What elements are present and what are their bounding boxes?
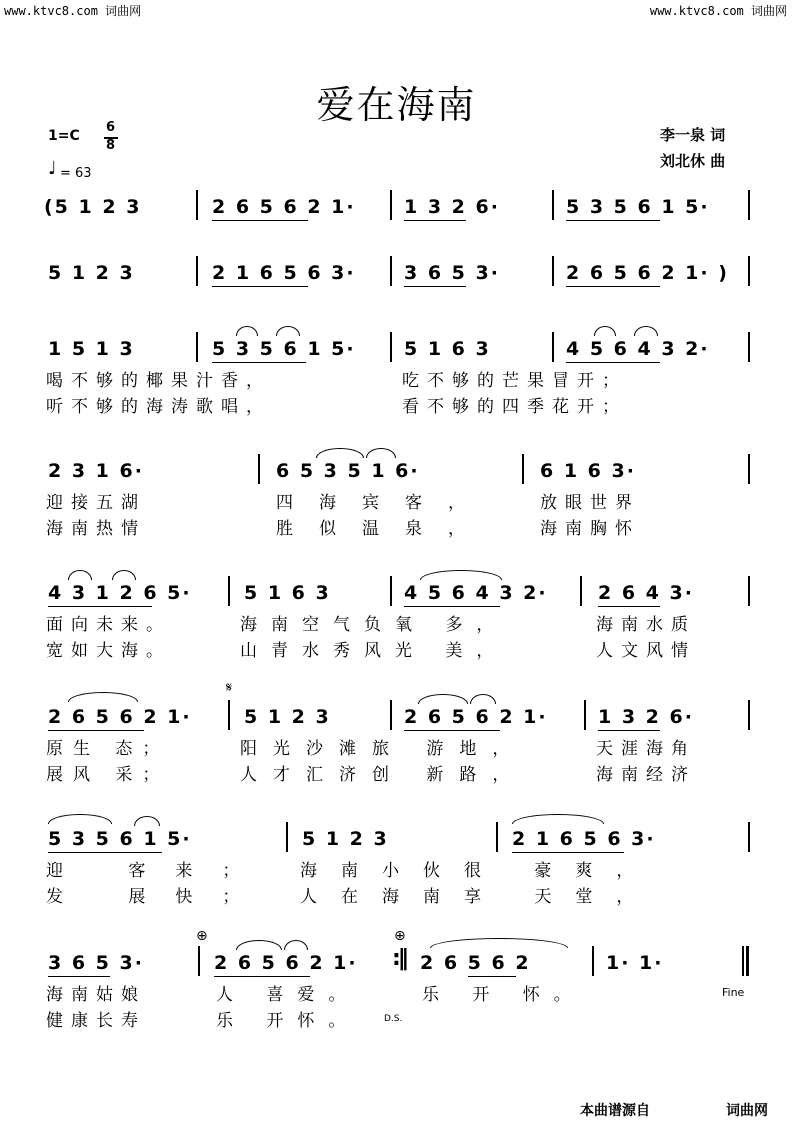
measure: 1 5 1 3 bbox=[48, 338, 135, 360]
lyric-v2: 宽如大海。 bbox=[46, 641, 171, 661]
site-watermark-right: www.ktvc8.com 词曲网 bbox=[649, 4, 787, 18]
measure: 5 1 6 3 bbox=[244, 582, 331, 604]
score-line-2 bbox=[0, 262, 793, 302]
slur bbox=[634, 326, 658, 336]
lyric-v2: 健康长寿 bbox=[46, 1011, 146, 1031]
barline bbox=[552, 256, 554, 286]
measure: 2 6 5 6 2 1· bbox=[48, 706, 192, 728]
barline bbox=[742, 946, 744, 976]
measure: 5 3 5 6 1 5· bbox=[48, 828, 192, 850]
lyric-v1: 四海宾客， bbox=[276, 493, 491, 513]
beam bbox=[512, 852, 624, 853]
measure: 2 3 1 6· bbox=[48, 460, 144, 482]
lyric-v2: 人在海南享 天堂， bbox=[300, 887, 658, 907]
lyric-v1: 吃不够的芒果冒开； bbox=[402, 371, 627, 391]
lyric-v1: 海南小伙很 豪爽， bbox=[300, 861, 658, 881]
measure: 4 5 6 4 3 2· bbox=[404, 582, 548, 604]
slur bbox=[68, 570, 92, 580]
measure: 4 3 1 2 6 5· bbox=[48, 582, 192, 604]
lyric-v1: 乐 开 怀。 bbox=[422, 985, 585, 1005]
measure: 5 1 2 3 bbox=[48, 262, 135, 284]
measure: 3 6 5 3· bbox=[404, 262, 500, 284]
beam bbox=[566, 286, 660, 287]
barline bbox=[522, 454, 524, 484]
slur bbox=[418, 694, 468, 704]
barline bbox=[390, 256, 392, 286]
footer-source: 本曲谱源自 bbox=[580, 1103, 650, 1119]
slur bbox=[236, 326, 258, 336]
beam bbox=[404, 220, 466, 221]
song-title: 爱在海南 bbox=[316, 83, 477, 127]
beam bbox=[48, 852, 162, 853]
barline bbox=[748, 332, 750, 362]
barline bbox=[584, 700, 586, 730]
slur bbox=[512, 814, 604, 824]
measure: 2 6 5 6 2 1· bbox=[212, 196, 356, 218]
measure: 1· 1· bbox=[606, 952, 664, 974]
slur bbox=[316, 448, 364, 458]
measure: 6 1 6 3· bbox=[540, 460, 636, 482]
lyric-v2: 看不够的四季花开； bbox=[402, 397, 627, 417]
fine-mark: Fine bbox=[722, 986, 745, 999]
barline bbox=[580, 576, 582, 606]
lyric-v1: 面向未来。 bbox=[46, 615, 171, 635]
site-watermark-left: www.ktvc8.com 词曲网 bbox=[4, 4, 142, 18]
measure: 5 3 5 6 1 5· bbox=[566, 196, 710, 218]
final-barline bbox=[746, 946, 749, 976]
beam bbox=[404, 730, 500, 731]
lyric-v2: 山青水秀风光 美， bbox=[240, 641, 508, 661]
beam bbox=[214, 976, 310, 977]
slur bbox=[430, 938, 568, 948]
barline bbox=[748, 454, 750, 484]
barline bbox=[748, 700, 750, 730]
beam bbox=[48, 606, 152, 607]
time-bottom: 8 bbox=[106, 138, 116, 153]
measure: 5 1 2 3 bbox=[244, 706, 331, 728]
slur bbox=[48, 814, 112, 824]
barline bbox=[196, 332, 198, 362]
beam bbox=[404, 286, 466, 287]
barline bbox=[748, 822, 750, 852]
measure: 2 6 5 6 2 1· bbox=[214, 952, 358, 974]
repeat-sign: :‖ bbox=[392, 946, 406, 971]
lyric-v1: 原生 态； bbox=[46, 739, 170, 759]
barline bbox=[552, 190, 554, 220]
quarter-note-icon: ♩ bbox=[48, 158, 57, 179]
measure: 6 5 3 5 1 6· bbox=[276, 460, 420, 482]
barline bbox=[196, 256, 198, 286]
slur bbox=[366, 448, 396, 458]
barline bbox=[228, 576, 230, 606]
barline bbox=[748, 256, 750, 286]
beam bbox=[566, 220, 660, 221]
lyric-v1: 人 喜爱。 bbox=[216, 985, 360, 1005]
slur bbox=[276, 326, 300, 336]
lyric-v2: 发 展快； bbox=[46, 887, 270, 907]
lyric-v2: 听不够的海涛歌唱， bbox=[46, 397, 271, 417]
lyric-v2: 海南经济 bbox=[596, 765, 696, 785]
barline bbox=[390, 576, 392, 606]
barline bbox=[228, 700, 230, 730]
barline bbox=[390, 332, 392, 362]
slur bbox=[594, 326, 616, 336]
slur bbox=[470, 694, 496, 704]
measure: 2 1 6 5 6 3· bbox=[212, 262, 356, 284]
measure: 2 6 5 6 2 1· ) bbox=[566, 262, 729, 284]
lyric-v2: 胜似温泉， bbox=[276, 519, 491, 539]
lyric-v1: 天涯海角 bbox=[596, 739, 696, 759]
measure: 5 1 2 3 bbox=[302, 828, 389, 850]
lyric-v1: 喝不够的椰果汁香， bbox=[46, 371, 271, 391]
barline bbox=[390, 700, 392, 730]
coda-icon: ⊕ bbox=[394, 928, 406, 944]
beam bbox=[48, 976, 110, 977]
lyric-v2: 展风 采； bbox=[46, 765, 170, 785]
beam bbox=[212, 286, 308, 287]
beam bbox=[598, 606, 660, 607]
barline bbox=[496, 822, 498, 852]
measure: 5 3 5 6 1 5· bbox=[212, 338, 356, 360]
measure: 1 3 2 6· bbox=[598, 706, 694, 728]
beam bbox=[468, 976, 516, 977]
barline bbox=[390, 190, 392, 220]
segno-icon: 𝄋 bbox=[226, 680, 233, 696]
barline bbox=[748, 576, 750, 606]
ds-mark: D.S. bbox=[384, 1014, 403, 1024]
lyricist: 李一泉 词 bbox=[660, 126, 726, 144]
barline bbox=[258, 454, 260, 484]
barline bbox=[592, 946, 594, 976]
lyric-v1: 海南空气负氧 多， bbox=[240, 615, 508, 635]
slur bbox=[68, 692, 138, 702]
footer-site: 词曲网 bbox=[726, 1103, 768, 1119]
slur bbox=[134, 816, 160, 826]
measure: 2 6 4 3· bbox=[598, 582, 694, 604]
measure: 1 3 2 6· bbox=[404, 196, 500, 218]
beam bbox=[404, 606, 500, 607]
lyric-v2: 乐 开怀。 bbox=[216, 1011, 360, 1031]
slur bbox=[420, 570, 502, 580]
slur bbox=[236, 940, 282, 950]
lyric-v2: 人才汇济创 新路， bbox=[240, 765, 526, 785]
lyric-v1: 阳光沙滩旅 游地， bbox=[240, 739, 526, 759]
slur bbox=[112, 570, 136, 580]
lyric-v1: 海南水质 bbox=[596, 615, 696, 635]
measure: 2 6 5 6 2 bbox=[420, 952, 531, 974]
tempo-mark: = 63 bbox=[60, 166, 92, 181]
measure: 2 1 6 5 6 3· bbox=[512, 828, 656, 850]
barline bbox=[198, 946, 200, 976]
beam bbox=[566, 362, 660, 363]
composer: 刘北休 曲 bbox=[660, 152, 726, 170]
barline bbox=[286, 822, 288, 852]
barline bbox=[552, 332, 554, 362]
lyric-v2: 人文风情 bbox=[596, 641, 696, 661]
coda-icon: ⊕ bbox=[196, 928, 208, 944]
key-signature: 1=C bbox=[48, 128, 80, 144]
lyric-v1: 迎 客来； bbox=[46, 861, 270, 881]
slur bbox=[284, 940, 308, 950]
measure: 5 1 6 3 bbox=[404, 338, 491, 360]
measure: (5 1 2 3 bbox=[44, 196, 142, 218]
beam bbox=[598, 730, 660, 731]
measure: 2 6 5 6 2 1· bbox=[404, 706, 548, 728]
barline bbox=[196, 190, 198, 220]
lyric-v1: 海南姑娘 bbox=[46, 985, 146, 1005]
beam bbox=[212, 220, 308, 221]
beam bbox=[212, 362, 306, 363]
lyric-v1: 放眼世界 bbox=[540, 493, 640, 513]
score-line-1 bbox=[0, 196, 793, 236]
barline bbox=[748, 190, 750, 220]
lyric-v1: 迎接五湖 bbox=[46, 493, 146, 513]
measure: 4 5 6 4 3 2· bbox=[566, 338, 710, 360]
beam bbox=[48, 730, 144, 731]
lyric-v2: 海南胸怀 bbox=[540, 519, 640, 539]
time-top: 6 bbox=[106, 120, 116, 135]
lyric-v2: 海南热情 bbox=[46, 519, 146, 539]
measure: 3 6 5 3· bbox=[48, 952, 144, 974]
